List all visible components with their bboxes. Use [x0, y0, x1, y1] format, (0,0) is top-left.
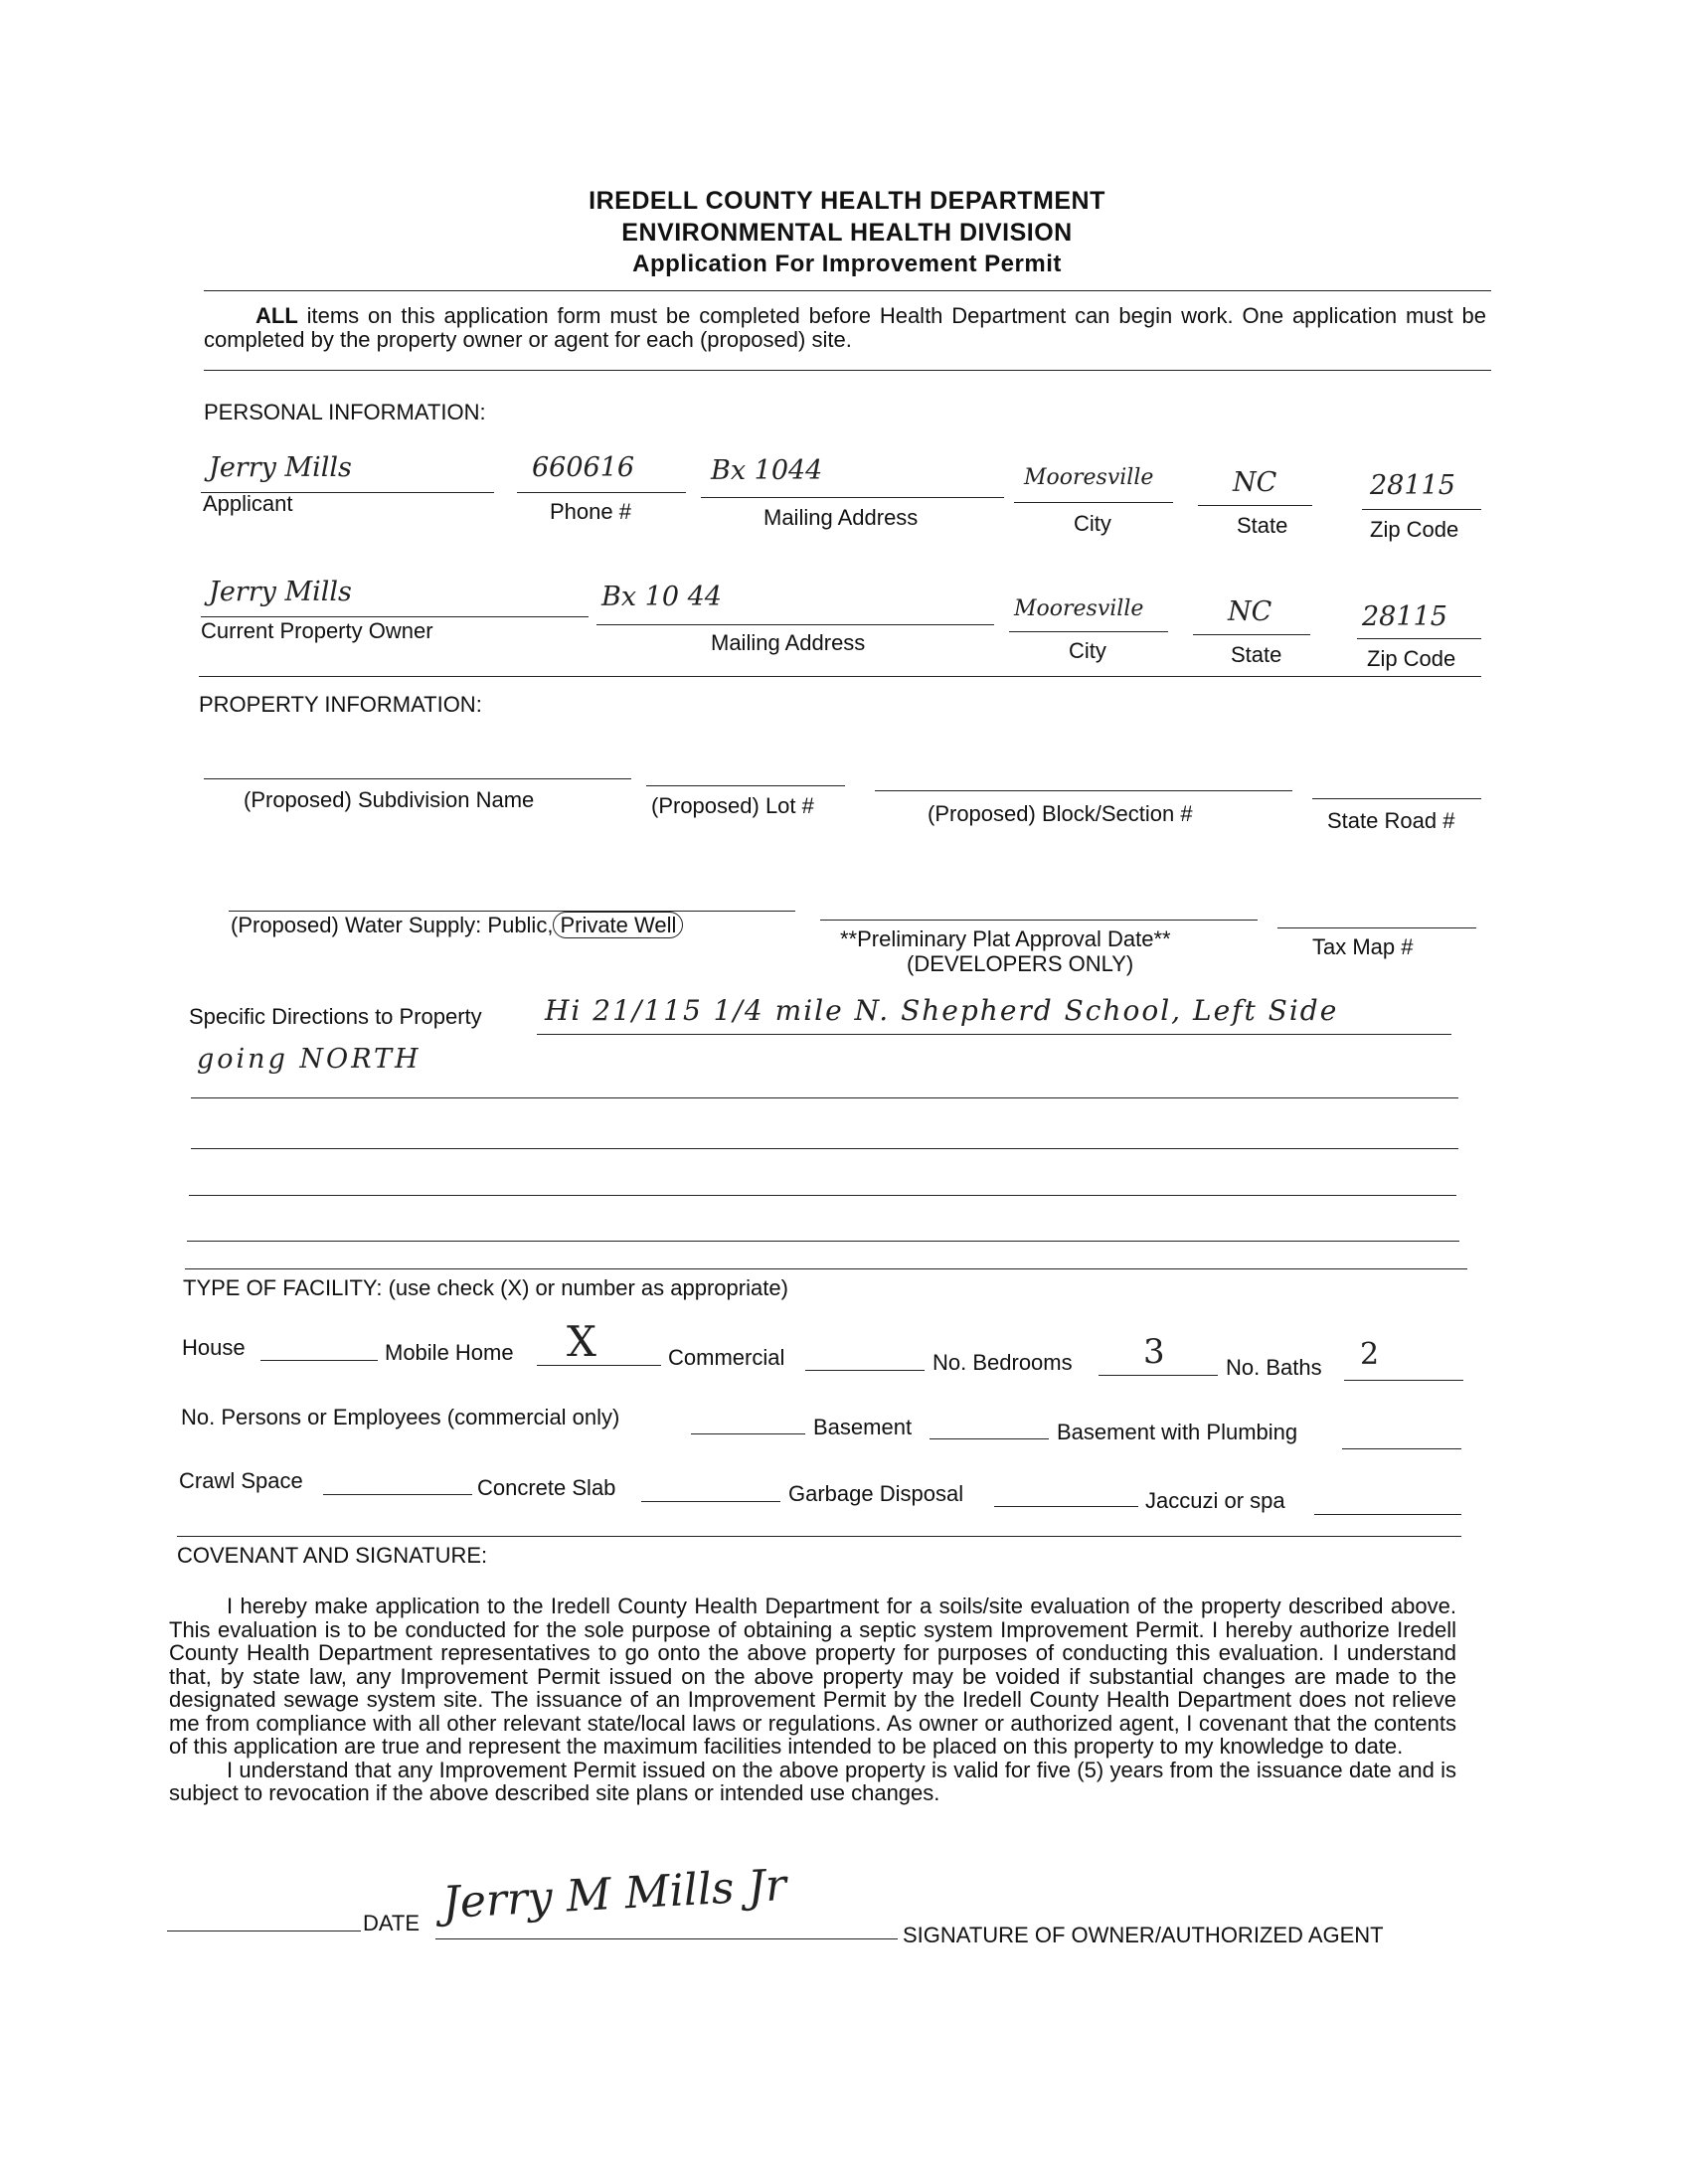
property-heading: PROPERTY INFORMATION:	[199, 692, 482, 717]
owner-name-value[interactable]: Jerry Mills	[209, 577, 352, 607]
lot-field[interactable]	[646, 785, 845, 786]
bedrooms-label: No. Bedrooms	[932, 1350, 1073, 1375]
state-road-label: State Road #	[1327, 808, 1455, 833]
applicant-address-value[interactable]: Bx 1044	[711, 455, 823, 486]
water-supply-selected[interactable]: Private Well	[553, 912, 683, 938]
applicant-name-value[interactable]: Jerry Mills	[209, 452, 352, 483]
owner-address-value[interactable]: Bx 10 44	[601, 582, 722, 612]
divider	[204, 370, 1491, 371]
applicant-address-label: Mailing Address	[763, 505, 919, 530]
garbage-disposal-field[interactable]	[994, 1506, 1138, 1507]
plat-sublabel: (DEVELOPERS ONLY)	[907, 951, 1134, 976]
crawl-space-label: Crawl Space	[179, 1468, 303, 1493]
jacuzzi-label: Jaccuzi or spa	[1145, 1488, 1285, 1513]
owner-label: Current Property Owner	[201, 618, 433, 643]
applicant-zip-value[interactable]: 28115	[1370, 470, 1455, 501]
owner-address-label: Mailing Address	[711, 630, 866, 655]
mobile-home-value[interactable]: X	[567, 1317, 596, 1366]
owner-state-value[interactable]: NC	[1228, 596, 1272, 627]
covenant-paragraph-1: I hereby make application to the Iredell County Health Department for a soils/site evaluation of the property described above. This evaluation is to be conducted for the sole purpose of obtaining a septic system Improvement Permit. I hereby authorize Iredell County Health Department representatives to go onto the above property for purposes of conducting this evaluation. I understand that, by state law, any Improvement Permit issued on the above property may be voided if substantial changes are made to the designated sewage system site. The issuance of an Improvement Permit by the Iredell County Health Department does not relieve me from compliance with all other relevant state/local laws or regulations. As owner or authorized agent, I covenant that the contents of this application are true and represent the maximum facilities intended to be placed on this property to my knowledge to date.	[169, 1594, 1456, 1759]
basement-plumbing-field[interactable]	[1342, 1448, 1461, 1449]
block-label: (Proposed) Block/Section #	[928, 801, 1193, 826]
owner-state-label: State	[1231, 642, 1282, 667]
house-label: House	[182, 1335, 246, 1360]
concrete-slab-field[interactable]	[641, 1501, 780, 1502]
applicant-city-label: City	[1074, 511, 1111, 536]
applicant-label: Applicant	[203, 491, 293, 516]
divider	[204, 290, 1491, 291]
owner-zip-label: Zip Code	[1367, 646, 1456, 671]
signature-label: SIGNATURE OF OWNER/AUTHORIZED AGENT	[903, 1923, 1384, 1947]
applicant-zip-label: Zip Code	[1370, 517, 1459, 542]
covenant-paragraph-2: I understand that any Improvement Permit issued on the above property is valid for five (5) years from the issuance date and is subject to revocation if the above described site plans or intended use changes.	[169, 1757, 1456, 1805]
intro-bold: ALL	[255, 303, 298, 328]
water-supply-label	[231, 913, 683, 938]
tax-map-field[interactable]	[1277, 927, 1476, 928]
basement-field[interactable]	[930, 1438, 1049, 1439]
block-field[interactable]	[875, 790, 1292, 791]
house-field[interactable]	[260, 1360, 378, 1361]
basement-label: Basement	[813, 1415, 913, 1439]
garbage-disposal-label: Garbage Disposal	[788, 1481, 964, 1506]
phone-value[interactable]: 660616	[532, 452, 635, 483]
applicant-state-label: State	[1237, 513, 1288, 538]
covenant-text	[169, 1595, 1456, 1805]
owner-zip-value[interactable]: 28115	[1362, 601, 1447, 632]
directions-label: Specific Directions to Property	[189, 1004, 482, 1029]
tax-map-label: Tax Map #	[1312, 934, 1414, 959]
form-title-line1: IREDELL COUNTY HEALTH DEPARTMENT	[589, 187, 1105, 215]
lot-label: (Proposed) Lot #	[651, 793, 814, 818]
intro-text	[204, 304, 1486, 352]
persons-label: No. Persons or Employees (commercial only)	[181, 1405, 620, 1429]
basement-plumbing-label: Basement with Plumbing	[1057, 1420, 1298, 1444]
mobile-home-label: Mobile Home	[385, 1340, 514, 1365]
date-label: DATE	[363, 1911, 421, 1935]
state-road-field[interactable]	[1312, 798, 1481, 799]
baths-label: No. Baths	[1226, 1355, 1322, 1380]
jacuzzi-field[interactable]	[1314, 1514, 1461, 1515]
commercial-field[interactable]	[805, 1370, 925, 1371]
subdivision-label: (Proposed) Subdivision Name	[244, 787, 535, 812]
intro-body: items on this application form must be completed before Health Department can begin work. One application must be completed by the property owner or agent for each (proposed) site.	[204, 303, 1486, 352]
persons-field[interactable]	[691, 1433, 805, 1434]
signature[interactable]: Jerry M Mills Jr	[440, 1859, 788, 1930]
bedrooms-value[interactable]: 3	[1143, 1332, 1165, 1372]
form-title-line2: ENVIRONMENTAL HEALTH DIVISION	[621, 219, 1073, 247]
date-field[interactable]	[167, 1931, 361, 1932]
applicant-state-value[interactable]: NC	[1233, 467, 1277, 498]
plat-date-field[interactable]	[820, 920, 1258, 921]
facility-heading: TYPE OF FACILITY: (use check (X) or number as appropriate)	[183, 1275, 788, 1300]
directions-value-line1[interactable]: Hi 21/115 1/4 mile N. Shepherd School, Left Side	[545, 994, 1339, 1027]
crawl-space-field[interactable]	[323, 1494, 472, 1495]
water-supply-text: (Proposed) Water Supply: Public,	[231, 913, 554, 937]
form-title-line3: Application For Improvement Permit	[632, 251, 1062, 277]
phone-label: Phone #	[550, 499, 631, 524]
baths-value[interactable]: 2	[1360, 1337, 1380, 1372]
owner-city-value[interactable]: Mooresville	[1014, 596, 1144, 621]
commercial-label: Commercial	[668, 1345, 785, 1370]
subdivision-field[interactable]	[204, 778, 631, 779]
covenant-heading: COVENANT AND SIGNATURE:	[177, 1543, 488, 1568]
concrete-slab-label: Concrete Slab	[477, 1475, 616, 1500]
personal-heading: PERSONAL INFORMATION:	[204, 400, 486, 424]
applicant-city-value[interactable]: Mooresville	[1024, 465, 1154, 490]
owner-city-label: City	[1069, 638, 1106, 663]
plat-label: **Preliminary Plat Approval Date**	[840, 926, 1171, 951]
directions-value-line2[interactable]: going NORTH	[197, 1044, 422, 1075]
